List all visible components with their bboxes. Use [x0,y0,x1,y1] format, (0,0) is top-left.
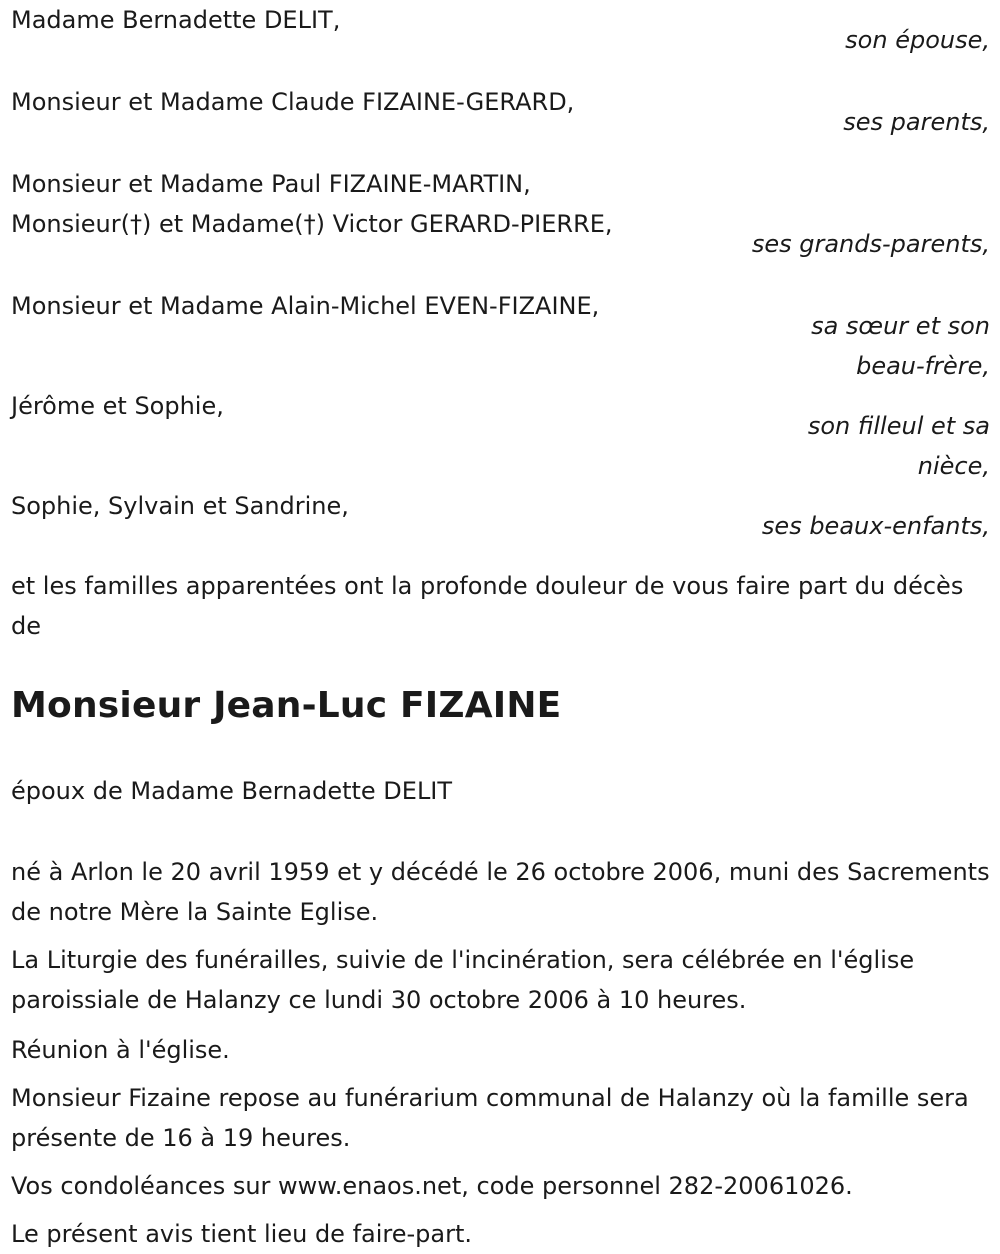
relation-label: ses grands-parents, [751,230,990,258]
family-group [11,82,990,142]
announcement-text: et les familles apparentées ont la profonde douleur de vous faire part du décès de [11,572,964,640]
deceased-name: Monsieur Jean-Luc FIZAINE [11,685,562,726]
family-group [11,286,990,386]
family-member-line: Monsieur et Madame Claude FIZAINE-GERARD, [11,88,575,116]
family-member-line: Monsieur(†) et Madame(†) Victor GERARD-PIERRE, [11,210,613,238]
gathering-paragraph: Réunion à l'église. [11,1036,230,1064]
notice-paragraph: Le présent avis tient lieu de faire-part. [11,1220,473,1248]
family-group [11,164,990,264]
relation-label: ses parents, [843,108,990,136]
obituary-notice [11,0,990,1254]
funerarium-paragraph: Monsieur Fizaine repose au funérarium communal de Halanzy où la famille sera présente de 16 à 19 heures. [11,1084,969,1152]
relation-label: son filleul et sa [807,412,990,440]
family-group [11,486,990,546]
condolences-paragraph: Vos condoléances sur www.enaos.net, code personnel 282-20061026. [11,1172,853,1200]
relation-label: ses beaux-enfants, [761,512,990,540]
relation-label: nièce, [917,452,990,480]
family-member-line: Jérôme et Sophie, [11,392,224,420]
family-member-line: Sophie, Sylvain et Sandrine, [11,492,349,520]
family-member-line: Madame Bernadette DELIT, [11,6,341,34]
relation-label: son épouse, [845,26,990,54]
relation-label: beau-frère, [856,352,990,380]
funeral-paragraph: La Liturgie des funérailles, suivie de l'incinération, sera célébrée en l'église paroissiale de Halanzy ce lundi 30 octobre 2006 à 10 heures. [11,946,915,1014]
family-group [11,0,990,60]
relation-label: sa sœur et son [811,312,990,340]
birth-death-paragraph: né à Arlon le 20 avril 1959 et y décédé le 26 octobre 2006, muni des Sacrements de notre Mère la Sainte Eglise. [11,858,990,926]
family-member-line: Monsieur et Madame Paul FIZAINE-MARTIN, [11,170,531,198]
spouse-line: époux de Madame Bernadette DELIT [11,777,453,805]
family-member-line: Monsieur et Madame Alain-Michel EVEN-FIZAINE, [11,292,600,320]
family-group [11,386,990,486]
